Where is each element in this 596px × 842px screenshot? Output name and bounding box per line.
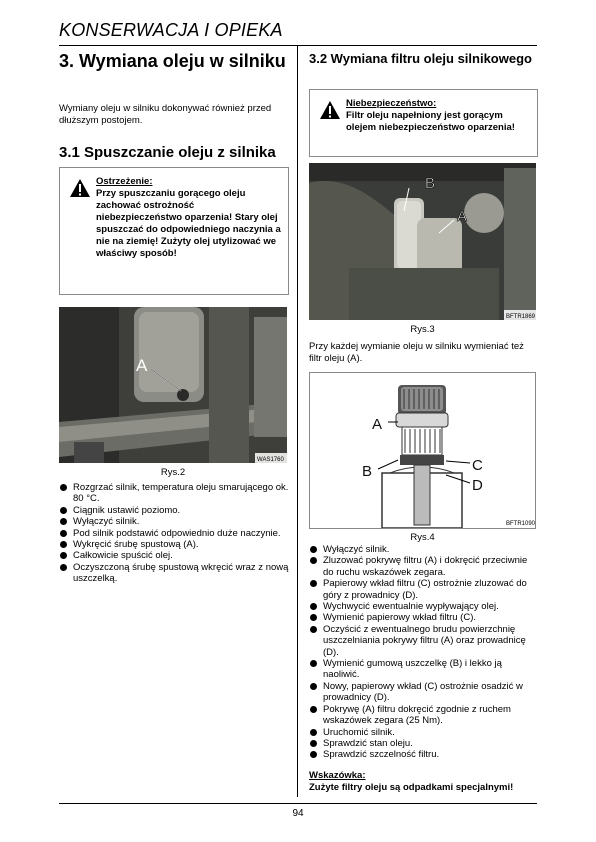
callout-label-b: B <box>362 463 373 480</box>
figure-code: BFTR1869 <box>506 314 536 320</box>
page-number: 94 <box>292 808 304 819</box>
filter-steps-list <box>309 544 539 761</box>
figure-oil-drain-plug-photo <box>59 307 287 463</box>
list-item: Wyłączyć silnik. <box>59 516 289 527</box>
list-item: Pod silnik podstawić odpowiednio duże naczynie. <box>59 528 289 539</box>
callout-label-b: B <box>425 175 436 192</box>
list-item: Oczyścić z ewentualnego brudu powierzchnię uszczelniania pokrywy filtru (A) oraz prowadnicę (D). <box>309 624 539 658</box>
figure-caption: Rys.4 <box>410 532 435 543</box>
figure-code: WAS1760 <box>257 457 284 463</box>
subheading-drain-oil: 3.1 Spuszczanie oleju z silnika <box>59 144 276 161</box>
warning-text: Przy spuszczaniu gorącego oleju zachować ostrożność niebezpieczeństwo oparzenia! Stary olej spuszczać do odpowiedniego naczynia a nie na ziemię! Zużyty olej utylizować we właściwy sposób! <box>96 188 281 259</box>
warning-content <box>96 176 281 260</box>
list-item: Oczyszczoną śrubę spustową wkręcić wraz z nową uszczelką. <box>59 562 289 585</box>
callout-label-d: D <box>472 477 483 494</box>
intro-paragraph: Wymiany oleju w silniku dokonywać również przed dłuższym postojem. <box>59 103 272 126</box>
warning-box <box>59 167 289 295</box>
list-item: Wyłączyć silnik. <box>309 544 539 555</box>
section-header-title: KONSERWACJA I OPIEKA <box>59 20 283 40</box>
danger-title: Niebezpieczeństwo: <box>346 98 437 109</box>
warning-title: Ostrzeżenie: <box>96 176 153 187</box>
figure-callouts <box>59 307 287 463</box>
list-item: Ciągnik ustawić poziomo. <box>59 505 289 516</box>
note-box <box>309 770 539 794</box>
figure-oil-filter-engine-photo <box>309 163 536 320</box>
figure-caption: Rys.2 <box>160 467 186 478</box>
page-heading: 3. Wymiana oleju w silniku <box>59 51 286 71</box>
callout-label-c: C <box>472 457 483 474</box>
callout-label-a: A <box>372 416 383 433</box>
danger-content <box>346 98 531 134</box>
column-divider <box>297 45 298 797</box>
note-title: Wskazówka: <box>309 770 366 781</box>
list-item: Zluzować pokrywę filtru (A) i dokręcić przeciwnie do ruchu wskazówek zegara. <box>309 555 539 578</box>
figure-callouts <box>310 373 535 528</box>
danger-box <box>309 89 538 157</box>
list-item: Wykręcić śrubę spustową (A). <box>59 539 289 550</box>
figure-code: BFTR1090 <box>506 521 535 527</box>
list-item: Wychwycić ewentualnie wypływający olej. <box>309 601 539 612</box>
list-item: Wymienić papierowy wkład filtru (C). <box>309 612 539 623</box>
figure-caption: Rys.3 <box>410 324 435 335</box>
list-item: Papierowy wkład filtru (C) ostrożnie zluzować do góry z prowadnicy (D). <box>309 578 539 601</box>
drain-steps-list <box>59 482 289 585</box>
note-text: Zużyte filtry oleju są odpadkami specjalnymi! <box>309 782 514 793</box>
list-item: Nowy, papierowy wkład (C) ostrożnie osadzić w prowadnicy (D). <box>309 681 539 704</box>
figure-callouts <box>309 163 536 320</box>
callout-label-a: A <box>136 356 148 375</box>
list-item: Wymienić gumową uszczelkę (B) i lekko ją naoliwić. <box>309 658 539 681</box>
callout-label-a: A <box>457 208 468 225</box>
list-item: Rozgrzać silnik, temperatura oleju smarującego ok. 80 °C. <box>59 482 289 505</box>
list-item: Pokrywę (A) filtru dokręcić zgodnie z ruchem wskazówek zegara (25 Nm). <box>309 704 539 727</box>
list-item: Całkowicie spuścić olej. <box>59 550 289 561</box>
filter-intro-paragraph: Przy każdej wymianie oleju w silniku wymieniać też filtr oleju (A). <box>309 341 524 364</box>
header-rule <box>59 45 537 46</box>
list-item: Sprawdzić szczelność filtru. <box>309 749 539 760</box>
danger-text: Filtr oleju napełniony jest gorącym olejem niebezpieczeństwo oparzenia! <box>346 110 515 133</box>
list-item: Sprawdzić stan oleju. <box>309 738 539 749</box>
footer-rule <box>59 803 537 804</box>
subheading-filter-change: 3.2 Wymiana filtru oleju silnikowego <box>309 51 532 66</box>
warning-triangle-icon <box>69 178 91 198</box>
figure-oil-filter-diagram <box>309 372 536 529</box>
warning-triangle-icon <box>319 100 341 120</box>
list-item: Uruchomić silnik. <box>309 727 539 738</box>
